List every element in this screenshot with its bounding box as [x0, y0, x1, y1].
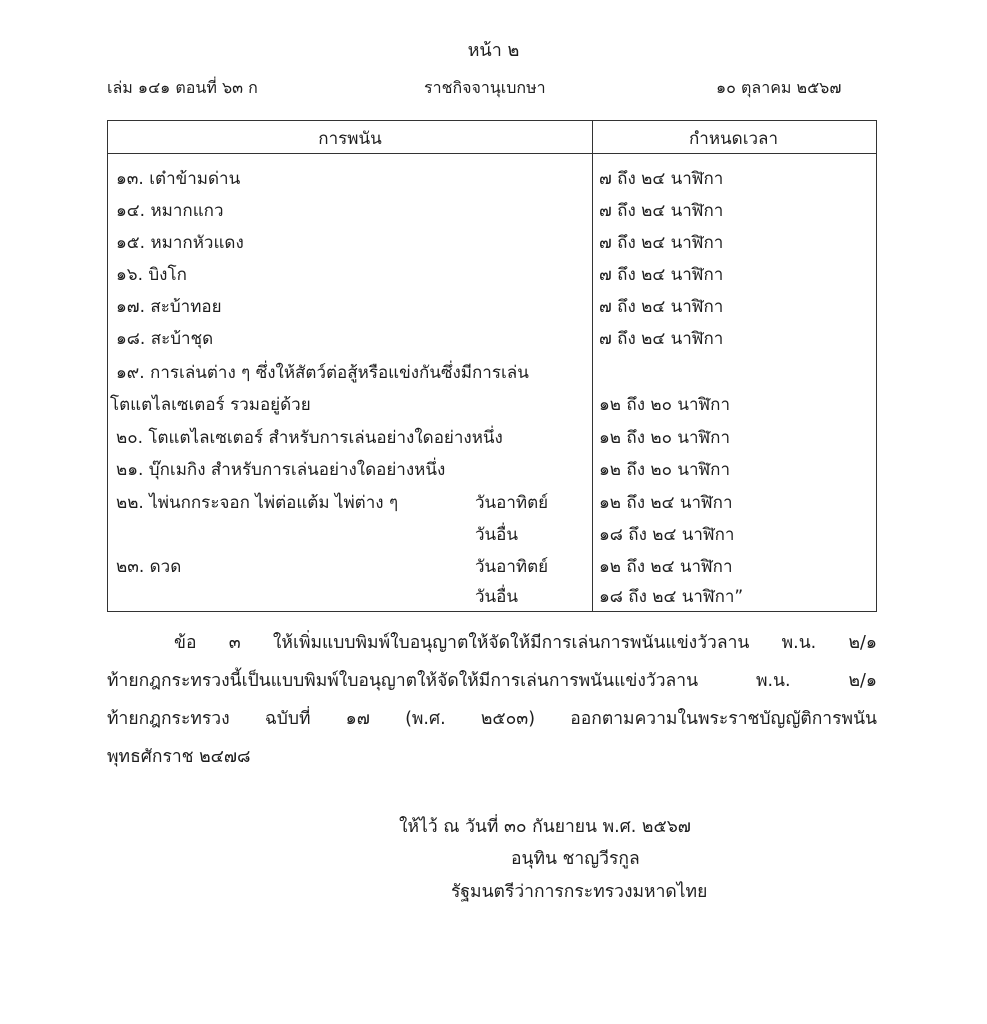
- table-row: [108, 489, 876, 521]
- gambling-schedule-table: [107, 120, 877, 612]
- publication-date: ๑๐ ตุลาคม ๒๕๖๗: [716, 78, 842, 97]
- time-range: ๑๒ ถึง ๒๔ นาฬิกา: [599, 557, 733, 577]
- signatory-title: รัฐมนตรีว่าการกระทรวงมหาดไทย: [451, 882, 708, 902]
- table-row: [108, 293, 876, 325]
- game-name: ๒๓. ดวด: [116, 557, 182, 577]
- table-row: [108, 261, 876, 293]
- table-row: [108, 521, 876, 553]
- time-range: ๗ ถึง ๒๔ นาฬิกา: [599, 169, 724, 189]
- table-row: [108, 456, 876, 488]
- table-row: [108, 197, 876, 229]
- signatory-name: อนุทิน ชาญวีรกูล: [511, 849, 640, 869]
- table-row: [108, 391, 876, 423]
- game-name: ๒๑. บุ๊กเมกิง สำหรับการเล่นอย่างใดอย่างหนึ่ง: [116, 460, 446, 480]
- table-row: [108, 229, 876, 261]
- clause-line-4: พุทธศักราช ๒๔๗๘: [107, 747, 251, 767]
- game-name: ๒๒. ไพ่นกกระจอก ไพ่ต่อแต้ม ไพ่ต่าง ๆ: [116, 493, 399, 513]
- time-range: ๗ ถึง ๒๔ นาฬิกา: [599, 233, 724, 253]
- game-name: ๑๓. เต๋าข้ามด่าน: [116, 169, 241, 189]
- table-row: [108, 583, 876, 615]
- time-range: ๗ ถึง ๒๔ นาฬิกา: [599, 201, 724, 221]
- given-date: ให้ไว้ ณ วันที่ ๓๐ กันยายน พ.ศ. ๒๕๖๗: [399, 817, 691, 837]
- page-number: หน้า ๒: [467, 40, 520, 61]
- day-qualifier: วันอาทิตย์: [475, 557, 549, 577]
- table-row: [108, 424, 876, 456]
- table-row: [108, 359, 876, 391]
- clause-line-2: ท้ายกฎกระทรวงนี้เป็นแบบพิมพ์ใบอนุญาตให้จัดให้มีการเล่นการพนันแข่งวัวลาน พ.น. ๒/๑: [107, 671, 877, 691]
- volume-issue: เล่ม ๑๔๑ ตอนที่ ๖๓ ก: [107, 78, 258, 97]
- time-range: ๗ ถึง ๒๔ นาฬิกา: [599, 297, 724, 317]
- time-range: ๑๒ ถึง ๒๐ นาฬิกา: [599, 395, 731, 415]
- table-row: [108, 553, 876, 585]
- game-name: ๑๙. การเล่นต่าง ๆ ซึ่งให้สัตว์ต่อสู้หรือแข่งกันซึ่งมีการเล่น: [116, 363, 529, 383]
- game-name: ๑๖. บิงโก: [116, 265, 187, 285]
- game-name: ๑๘. สะบ้าชุด: [116, 329, 214, 349]
- game-name: โตแตไลเซเตอร์ รวมอยู่ด้วย: [110, 395, 311, 415]
- time-range: ๑๘ ถึง ๒๔ นาฬิกา: [599, 525, 735, 545]
- time-range: ๗ ถึง ๒๔ นาฬิกา: [599, 329, 724, 349]
- game-name: ๑๔. หมากแกว: [116, 201, 224, 221]
- game-name: ๒๐. โตแตไลเซเตอร์ สำหรับการเล่นอย่างใดอย่างหนึ่ง: [116, 428, 503, 448]
- clause-line-1: ข้อ ๓ ให้เพิ่มแบบพิมพ์ใบอนุญาตให้จัดให้มีการเล่นการพนันแข่งวัวลาน พ.น. ๒/๑: [174, 633, 877, 653]
- header-rule: [108, 153, 876, 154]
- day-qualifier: วันอาทิตย์: [475, 493, 549, 513]
- clause-line-3: ท้ายกฎกระทรวง ฉบับที่ ๑๗ (พ.ศ. ๒๕๐๓) ออกตามความในพระราชบัญญัติการพนัน: [107, 709, 877, 729]
- publication-name: ราชกิจจานุเบกษา: [424, 78, 546, 97]
- column-header-time: กำหนดเวลา: [688, 129, 779, 149]
- time-range: ๑๒ ถึง ๒๔ นาฬิกา: [599, 493, 733, 513]
- table-row: [108, 165, 876, 197]
- time-range: ๑๒ ถึง ๒๐ นาฬิกา: [599, 460, 731, 480]
- time-range: ๑๘ ถึง ๒๔ นาฬิกา”: [599, 587, 744, 607]
- time-range: ๑๒ ถึง ๒๐ นาฬิกา: [599, 428, 731, 448]
- table-row: [108, 325, 876, 357]
- day-qualifier: วันอื่น: [475, 525, 518, 545]
- column-header-game: การพนัน: [318, 129, 382, 149]
- game-name: ๑๗. สะบ้าทอย: [116, 297, 222, 317]
- time-range: ๗ ถึง ๒๔ นาฬิกา: [599, 265, 724, 285]
- game-name: ๑๕. หมากหัวแดง: [116, 233, 244, 253]
- day-qualifier: วันอื่น: [475, 587, 518, 607]
